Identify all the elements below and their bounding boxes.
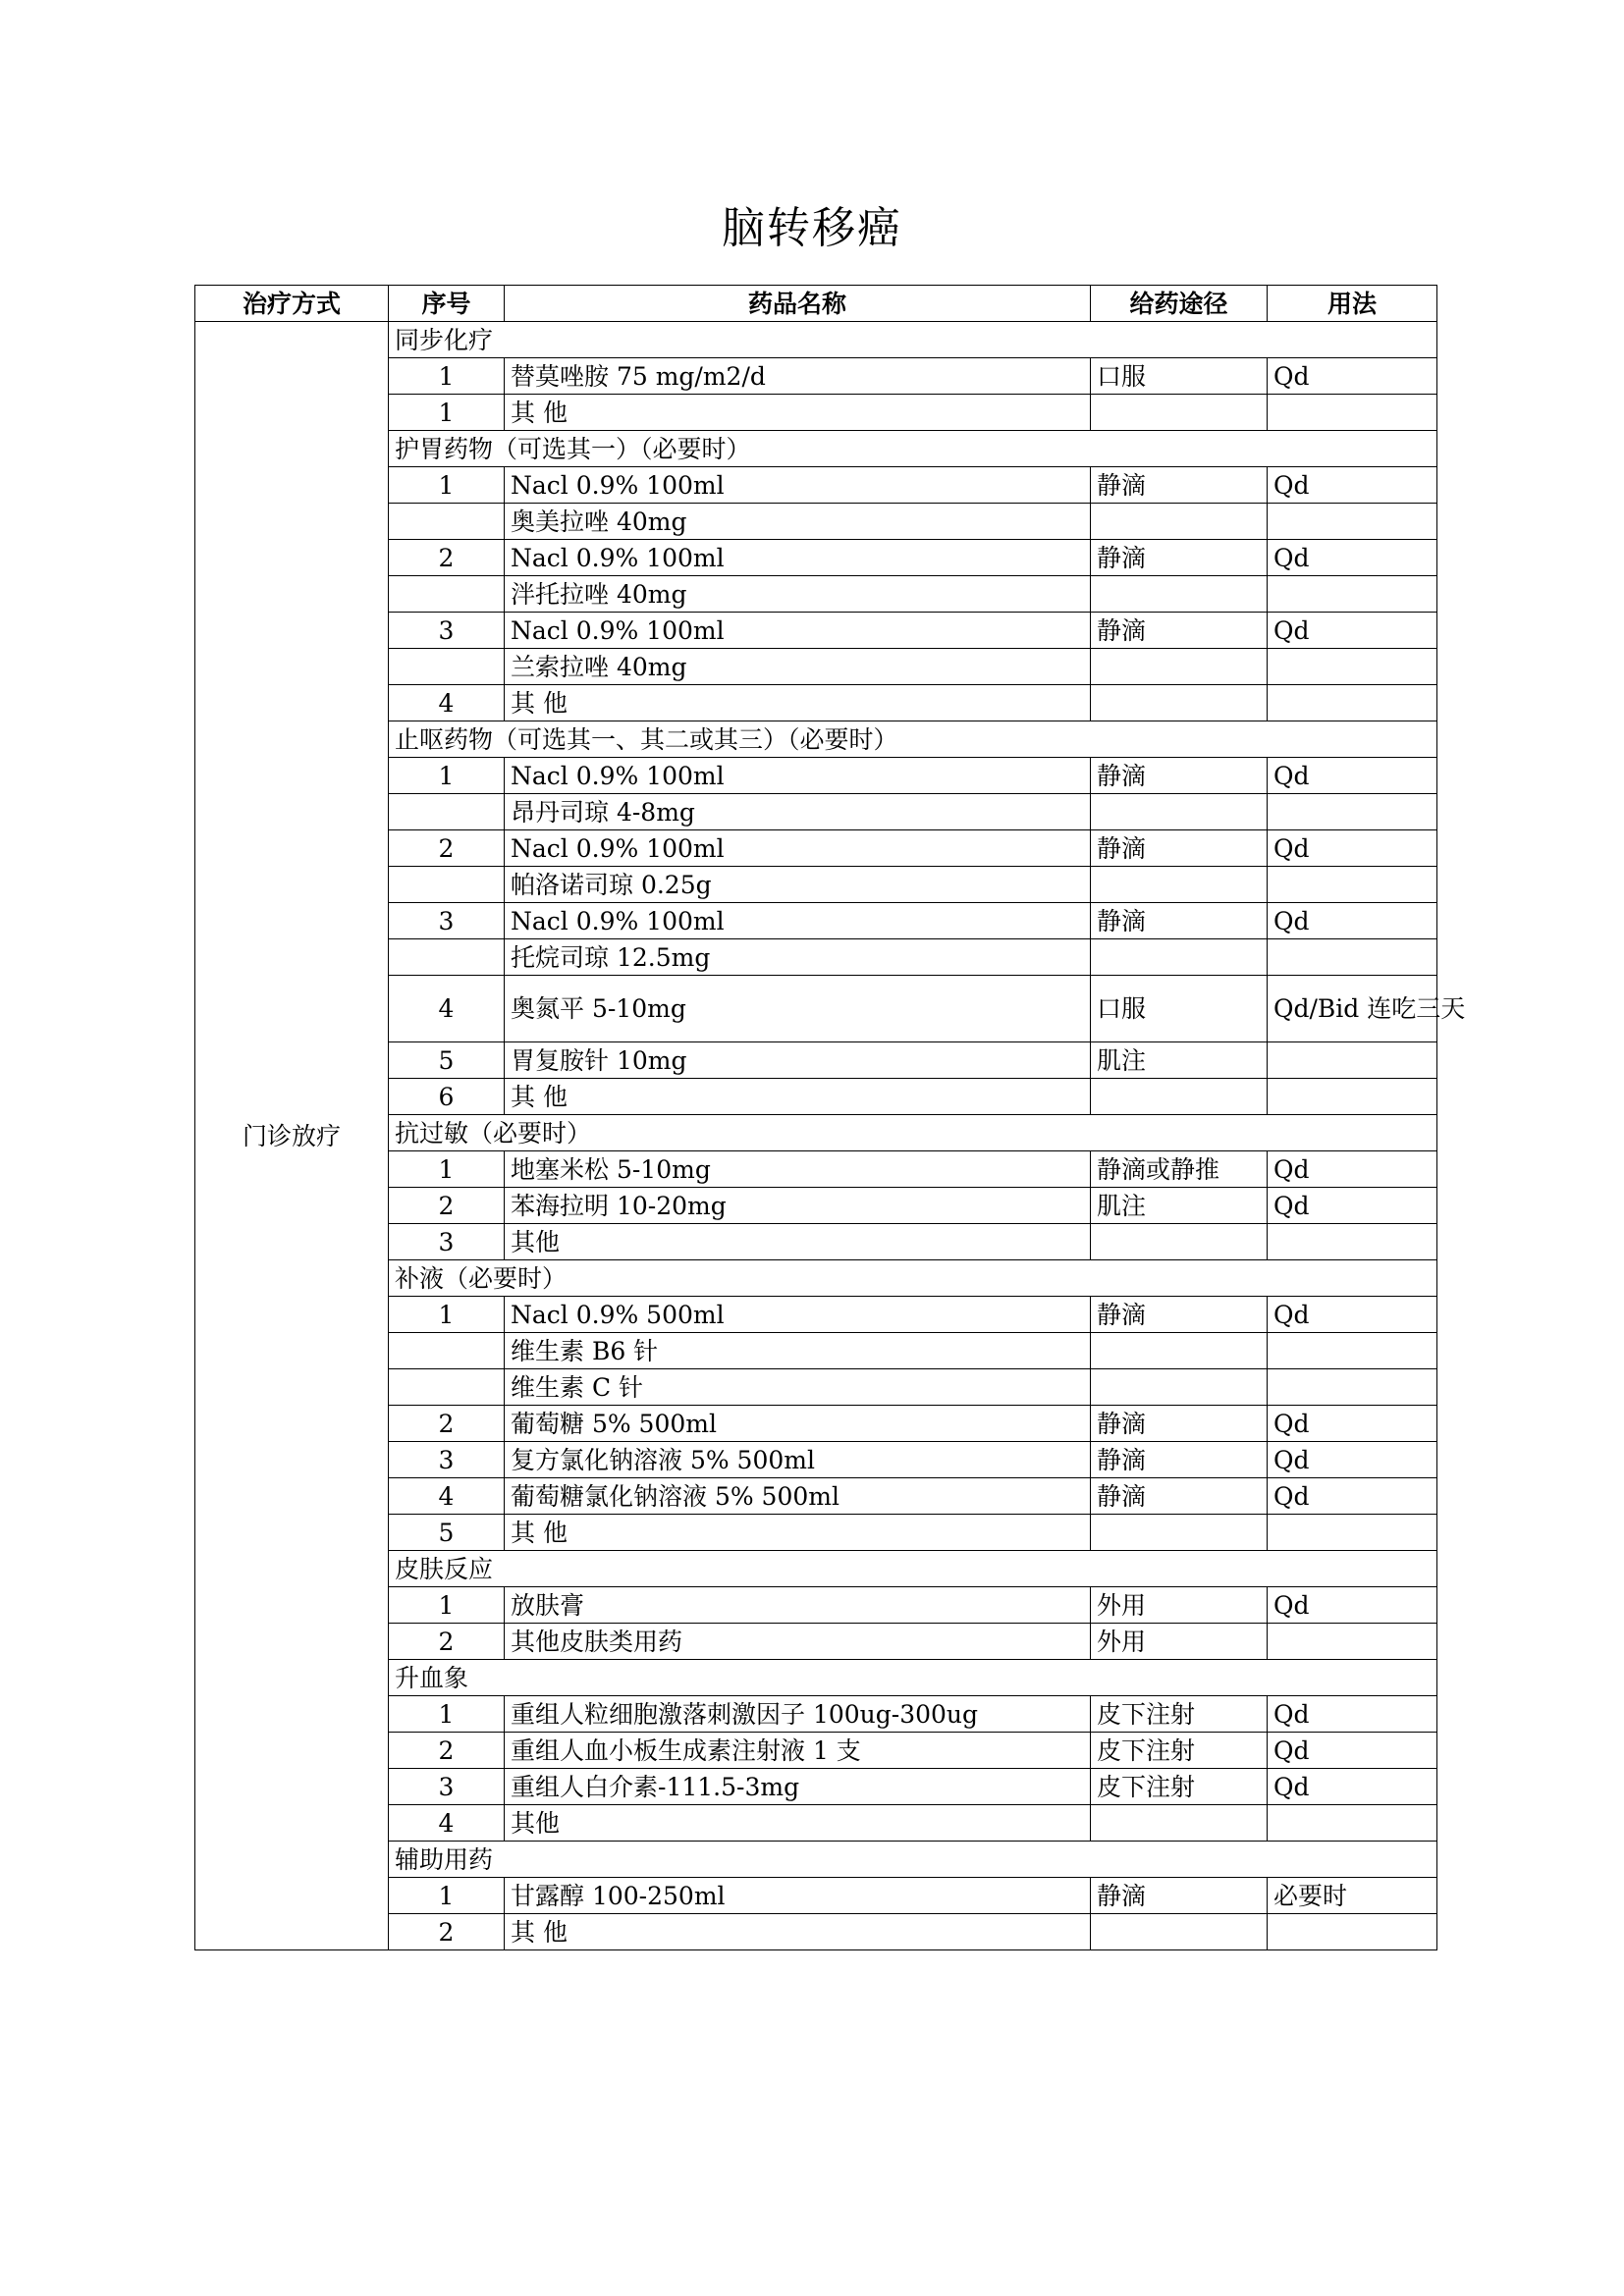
usage-cell	[1268, 504, 1437, 540]
usage-cell: Qd	[1268, 1696, 1437, 1733]
route-cell: 静滴	[1091, 1442, 1268, 1478]
header-usage: 用法	[1268, 286, 1437, 322]
route-cell	[1091, 1333, 1268, 1369]
drug-name-cell: Nacl 0.9% 100ml	[505, 540, 1091, 576]
drug-name-cell: 其 他	[505, 1079, 1091, 1115]
route-cell: 静滴	[1091, 613, 1268, 649]
section-title: 护胃药物（可选其一）（必要时）	[389, 431, 1437, 467]
table-body	[195, 322, 1466, 1950]
route-cell	[1091, 685, 1268, 721]
drug-name-cell: 奥氮平 5-10mg	[505, 976, 1091, 1042]
seq-cell: 2	[389, 540, 505, 576]
route-cell: 静滴	[1091, 1406, 1268, 1442]
usage-cell	[1268, 395, 1437, 431]
seq-cell: 3	[389, 903, 505, 939]
usage-cell: Qd	[1268, 358, 1437, 395]
route-cell: 静滴或静推	[1091, 1151, 1268, 1188]
route-cell: 皮下注射	[1091, 1696, 1268, 1733]
drug-name-cell: 重组人血小板生成素注射液 1 支	[505, 1733, 1091, 1769]
seq-cell: 1	[389, 395, 505, 431]
section-title: 补液（必要时）	[389, 1260, 1437, 1297]
usage-cell: Qd	[1268, 613, 1437, 649]
route-cell: 静滴	[1091, 830, 1268, 867]
usage-cell: Qd	[1268, 830, 1437, 867]
seq-cell: 6	[389, 1079, 505, 1115]
section-title: 止呕药物（可选其一、其二或其三）（必要时）	[389, 721, 1437, 758]
usage-cell	[1268, 867, 1437, 903]
drug-name-cell: 维生素 B6 针	[505, 1333, 1091, 1369]
page-title: 脑转移癌	[722, 203, 902, 253]
seq-cell	[389, 504, 505, 540]
usage-cell: Qd	[1268, 467, 1437, 504]
drug-name-cell: 重组人粒细胞激落刺激因子 100ug-300ug	[505, 1696, 1091, 1733]
seq-cell: 4	[389, 976, 505, 1042]
route-cell: 肌注	[1091, 1188, 1268, 1224]
drug-name-cell: Nacl 0.9% 100ml	[505, 467, 1091, 504]
drug-name-cell: 托烷司琼 12.5mg	[505, 939, 1091, 976]
usage-cell	[1268, 1079, 1437, 1115]
usage-cell: Qd	[1268, 1188, 1437, 1224]
seq-cell: 1	[389, 758, 505, 794]
usage-cell	[1268, 794, 1437, 830]
seq-cell	[389, 649, 505, 685]
seq-cell: 5	[389, 1042, 505, 1079]
drug-name-cell: 奥美拉唑 40mg	[505, 504, 1091, 540]
route-cell: 皮下注射	[1091, 1769, 1268, 1805]
route-cell	[1091, 1224, 1268, 1260]
seq-cell: 4	[389, 685, 505, 721]
seq-cell: 1	[389, 358, 505, 395]
usage-cell: Qd	[1268, 1151, 1437, 1188]
route-cell	[1091, 1805, 1268, 1842]
usage-cell	[1268, 1369, 1437, 1406]
route-cell: 口服	[1091, 976, 1268, 1042]
seq-cell: 1	[389, 1696, 505, 1733]
usage-cell: Qd	[1268, 1478, 1437, 1515]
usage-cell: Qd	[1268, 1587, 1437, 1624]
drug-name-cell: 葡萄糖氯化钠溶液 5% 500ml	[505, 1478, 1091, 1515]
route-cell: 肌注	[1091, 1042, 1268, 1079]
header-route: 给药途径	[1091, 286, 1268, 322]
drug-name-cell: Nacl 0.9% 100ml	[505, 758, 1091, 794]
route-cell: 静滴	[1091, 467, 1268, 504]
route-cell	[1091, 867, 1268, 903]
route-cell: 静滴	[1091, 1478, 1268, 1515]
usage-cell: Qd	[1268, 1297, 1437, 1333]
usage-cell: 必要时	[1268, 1878, 1437, 1914]
drug-name-cell: 葡萄糖 5% 500ml	[505, 1406, 1091, 1442]
usage-cell: Qd	[1268, 903, 1437, 939]
seq-cell: 2	[389, 1914, 505, 1950]
drug-name-cell: 甘露醇 100-250ml	[505, 1878, 1091, 1914]
header-seq: 序号	[389, 286, 505, 322]
usage-cell	[1268, 1624, 1437, 1660]
usage-cell: Qd	[1268, 758, 1437, 794]
drug-name-cell: 重组人白介素-111.5-3mg	[505, 1769, 1091, 1805]
usage-cell: Qd	[1268, 540, 1437, 576]
usage-cell: Qd	[1268, 1733, 1437, 1769]
table-header-row	[195, 286, 1437, 322]
route-cell	[1091, 395, 1268, 431]
usage-cell: Qd	[1268, 1406, 1437, 1442]
route-cell	[1091, 649, 1268, 685]
usage-cell	[1268, 1333, 1437, 1369]
section-title: 抗过敏（必要时）	[389, 1115, 1437, 1151]
drug-name-cell: 维生素 C 针	[505, 1369, 1091, 1406]
usage-cell	[1268, 1042, 1437, 1079]
usage-cell	[1268, 1515, 1437, 1551]
section-title: 同步化疗	[389, 322, 1437, 358]
usage-cell	[1268, 685, 1437, 721]
route-cell: 静滴	[1091, 758, 1268, 794]
drug-name-cell: 地塞米松 5-10mg	[505, 1151, 1091, 1188]
seq-cell	[389, 576, 505, 613]
seq-cell: 1	[389, 1151, 505, 1188]
seq-cell: 3	[389, 613, 505, 649]
route-cell: 外用	[1091, 1587, 1268, 1624]
usage-cell	[1268, 649, 1437, 685]
section-title: 皮肤反应	[389, 1551, 1437, 1587]
seq-cell: 1	[389, 1587, 505, 1624]
seq-cell	[389, 1333, 505, 1369]
drug-name-cell: Nacl 0.9% 100ml	[505, 613, 1091, 649]
route-cell	[1091, 1515, 1268, 1551]
drug-name-cell: 其他皮肤类用药	[505, 1624, 1091, 1660]
route-cell: 皮下注射	[1091, 1733, 1268, 1769]
usage-cell	[1268, 1224, 1437, 1260]
medication-table	[194, 285, 1466, 1950]
drug-name-cell: 其他	[505, 1224, 1091, 1260]
seq-cell: 2	[389, 1406, 505, 1442]
section-title: 升血象	[389, 1660, 1437, 1696]
seq-cell: 1	[389, 467, 505, 504]
route-cell: 静滴	[1091, 1297, 1268, 1333]
route-cell: 口服	[1091, 358, 1268, 395]
usage-cell: Qd	[1268, 1442, 1437, 1478]
drug-name-cell: Nacl 0.9% 100ml	[505, 903, 1091, 939]
route-cell	[1091, 576, 1268, 613]
seq-cell	[389, 867, 505, 903]
route-cell: 静滴	[1091, 903, 1268, 939]
route-cell	[1091, 1079, 1268, 1115]
drug-name-cell: 放肤膏	[505, 1587, 1091, 1624]
usage-cell: Qd	[1268, 1769, 1437, 1805]
header-treatment-mode: 治疗方式	[195, 286, 389, 322]
seq-cell: 4	[389, 1478, 505, 1515]
route-cell	[1091, 794, 1268, 830]
seq-cell: 2	[389, 1188, 505, 1224]
drug-name-cell: Nacl 0.9% 100ml	[505, 830, 1091, 867]
drug-name-cell: 其 他	[505, 1914, 1091, 1950]
route-cell: 外用	[1091, 1624, 1268, 1660]
seq-cell	[389, 939, 505, 976]
seq-cell: 5	[389, 1515, 505, 1551]
drug-name-cell: 帕洛诺司琼 0.25g	[505, 867, 1091, 903]
drug-name-cell: 兰索拉唑 40mg	[505, 649, 1091, 685]
drug-name-cell: 复方氯化钠溶液 5% 500ml	[505, 1442, 1091, 1478]
usage-cell: Qd/Bid 连吃三天	[1268, 976, 1437, 1042]
route-cell	[1091, 1369, 1268, 1406]
seq-cell	[389, 794, 505, 830]
drug-name-cell: 昂丹司琼 4-8mg	[505, 794, 1091, 830]
drug-name-cell: 苯海拉明 10-20mg	[505, 1188, 1091, 1224]
seq-cell: 3	[389, 1442, 505, 1478]
drug-name-cell: 其 他	[505, 395, 1091, 431]
usage-cell	[1268, 1805, 1437, 1842]
seq-cell: 3	[389, 1224, 505, 1260]
drug-name-cell: 其他	[505, 1805, 1091, 1842]
seq-cell: 2	[389, 1624, 505, 1660]
drug-name-cell: Nacl 0.9% 500ml	[505, 1297, 1091, 1333]
drug-name-cell: 胃复胺针 10mg	[505, 1042, 1091, 1079]
section-header-row	[195, 322, 1437, 358]
seq-cell: 1	[389, 1878, 505, 1914]
route-cell	[1091, 939, 1268, 976]
drug-name-cell: 其 他	[505, 1515, 1091, 1551]
seq-cell	[389, 1369, 505, 1406]
route-cell: 静滴	[1091, 540, 1268, 576]
drug-name-cell: 其 他	[505, 685, 1091, 721]
header-drug-name: 药品名称	[505, 286, 1091, 322]
seq-cell: 2	[389, 830, 505, 867]
route-cell: 静滴	[1091, 1878, 1268, 1914]
seq-cell: 2	[389, 1733, 505, 1769]
section-title: 辅助用药	[389, 1842, 1437, 1878]
treatment-mode-cell: 门诊放疗	[195, 322, 389, 1950]
seq-cell: 3	[389, 1769, 505, 1805]
usage-cell	[1268, 576, 1437, 613]
route-cell	[1091, 504, 1268, 540]
usage-cell	[1268, 1914, 1437, 1950]
seq-cell: 4	[389, 1805, 505, 1842]
drug-name-cell: 替莫唑胺 75 mg/m2/d	[505, 358, 1091, 395]
drug-name-cell: 泮托拉唑 40mg	[505, 576, 1091, 613]
usage-cell	[1268, 939, 1437, 976]
route-cell	[1091, 1914, 1268, 1950]
seq-cell: 1	[389, 1297, 505, 1333]
